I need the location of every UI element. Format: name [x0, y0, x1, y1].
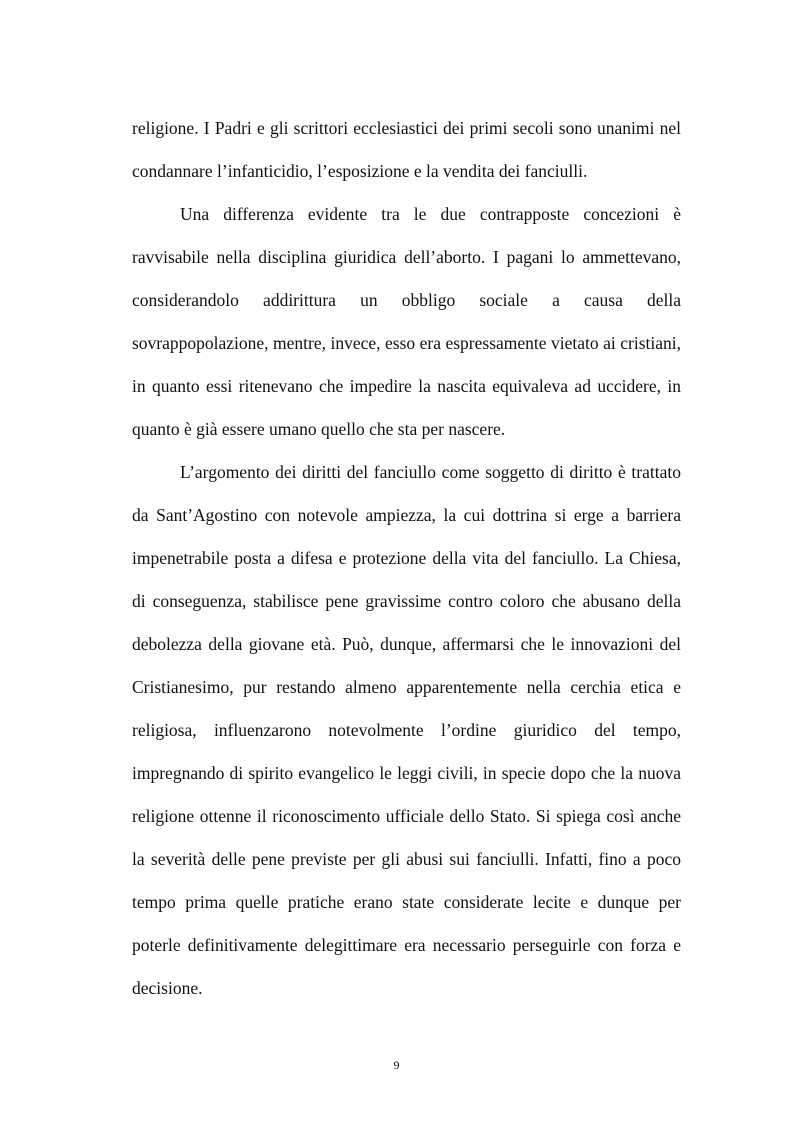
page-number: 9 [393, 1058, 400, 1072]
paragraph-augustine: L’argomento dei diritti del fanciullo come soggetto di diritto è trattato da Sant’Agostino con notevole ampiezza, la cui dottrina si erge a barriera impenetrabile posta a difesa e protezione della vita del fanciullo. La Chiesa, di conseguenza, stabilisce pene gravissime contro coloro che abusano della debolezza della giovane età. Può, dunque, affermarsi che le innovazioni del Cristianesimo, pur restando almeno apparentemente nella cerchia etica e religiosa, influenzarono notevolmente l’ordine giuridico del tempo, impregnando di spirito evangelico le leggi civili, in specie dopo che la nuova religione ottenne il riconoscimento ufficiale dello Stato. Si spiega così anche la severità delle pene previste per gli abusi sui fanciulli. Infatti, fino a poco tempo prima quelle pratiche erano state considerate lecite e dunque per poterle definitivamente delegittimare era necessario perseguirle con forza e decisione. [132, 462, 681, 998]
body-text [132, 107, 681, 1010]
paragraph-continuation: religione. I Padri e gli scrittori ecclesiastici dei primi secoli sono unanimi nel condannare l’infanticidio, l’esposizione e la vendita dei fanciulli. [132, 118, 681, 181]
paragraph-abortion: Una differenza evidente tra le due contrapposte concezioni è ravvisabile nella disciplina giuridica dell’aborto. I pagani lo ammettevano, considerandolo addirittura un obbligo sociale a causa della sovrappopolazione, mentre, invece, esso era espressamente vietato ai cristiani, in quanto essi ritenevano che impedire la nascita equivaleva ad uccidere, in quanto è già essere umano quello che sta per nascere. [132, 204, 681, 439]
